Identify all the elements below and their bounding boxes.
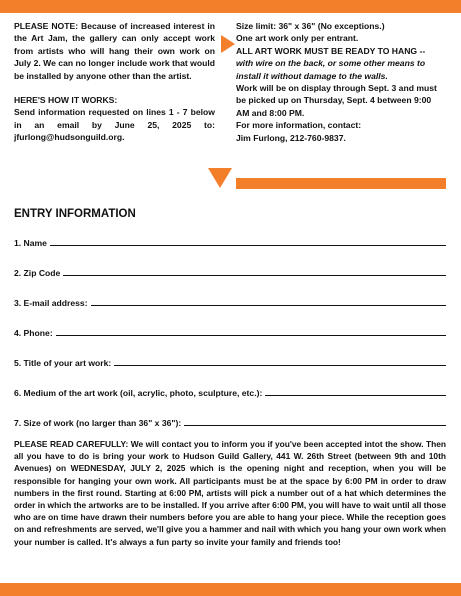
how-it-works-heading: HERE'S HOW IT WORKS: [14, 95, 118, 106]
bottom-accent-bar [0, 583, 461, 596]
display-dates: Work will be on display through Sept. 3 and must be picked up on Thursday, Sept. 4 between 9:00 AM and 8:00 PM. [236, 83, 437, 118]
arrow-right-icon [221, 35, 235, 53]
accent-block [236, 178, 446, 189]
contact-info: Jim Furlong, 212-760-9837. [236, 132, 346, 143]
size-field[interactable]: 7. Size of work (no larger than 36" x 36"): [14, 416, 446, 428]
contact-label: For more information, contact: [236, 120, 362, 131]
email-field[interactable]: 3. E-mail address: [14, 296, 446, 308]
size-limit: Size limit: 36" x 36" (No exceptions.) [236, 21, 385, 31]
notice-column [14, 20, 215, 144]
arrow-down-icon [208, 168, 232, 188]
phone-field[interactable]: 4. Phone: [14, 326, 446, 338]
gallery-notice: PLEASE NOTE: Because of increased interest in the Art Jam, the gallery can only accept work from artists who will hang their own work on July 2. We can no longer include work that would be installed by anyone other than the artist. [14, 21, 215, 81]
top-accent-bar [0, 0, 461, 13]
instructions-text: PLEASE READ CAREFULLY: We will contact you to inform you if you've been accepted intot the show. Then all you have to do is bring your work to Hudson Guild Gallery, 441 W. 26th Street (between 9th and 10th Avenues) on WEDNESDAY, JULY 2, 2025 which is the opening night and reception, when you will be responsible for hanging your own work. All participants must be at the space by 6:00 PM in order to draw numbers in the first round. Starting at 6:00 PM, artists will pick a number out of a hat which determines the order in which the artworks are to be installed. If you arrive after 6:00 PM, you will have to wait until all those who are on time have drawn their numbers before you are able to hang your piece. While the reception goes on and refreshments are served, we'll give you a hammer and nail with which you hang your own work when your number is called. It's always a fun party so invite your family and friends too! [14, 439, 446, 547]
one-per-entrant: One art work only per entrant. [236, 33, 359, 44]
zip-code-field[interactable]: 2. Zip Code [14, 266, 446, 278]
ready-to-hang: ALL ART WORK MUST BE READY TO HANG -- [236, 45, 426, 56]
requirements-column [236, 20, 444, 144]
art-title-field[interactable]: 5. Title of your art work: [14, 356, 446, 368]
wire-note: with wire on the back, or some other means to install it without damage to the walls. [236, 58, 426, 81]
medium-field[interactable]: 6. Medium of the art work (oil, acrylic, photo, sculpture, etc.): [14, 386, 446, 398]
entry-heading: ENTRY INFORMATION [14, 208, 136, 220]
how-it-works-text: Send information requested on lines 1 - 7 below in an email by June 25, 2025 to: jfurlong@hudsonguild.org. [14, 107, 215, 143]
name-field[interactable]: 1. Name [14, 236, 446, 248]
